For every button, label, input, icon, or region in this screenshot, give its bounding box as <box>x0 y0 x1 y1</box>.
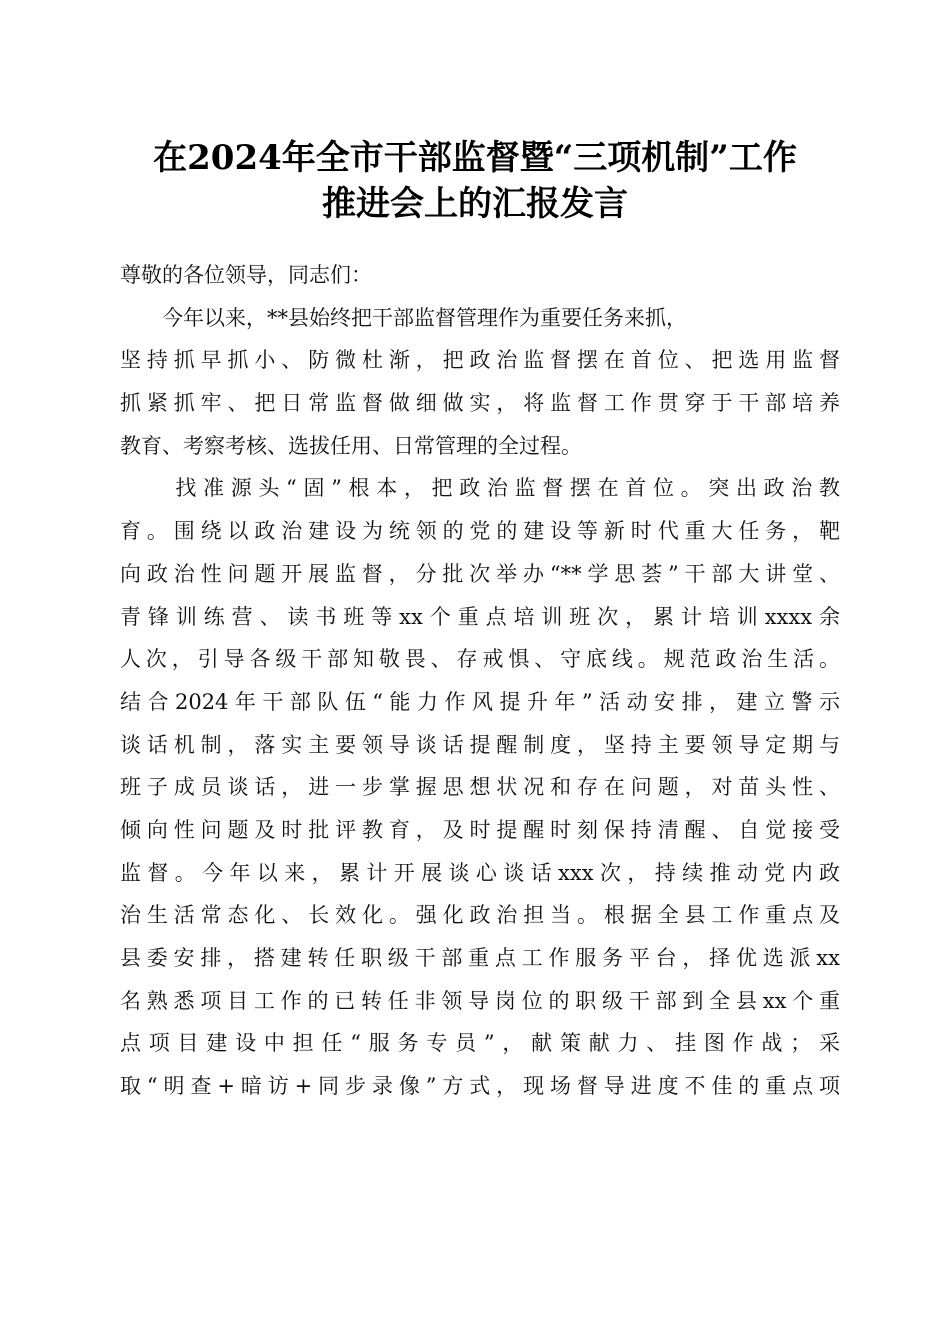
body-line: 向政治性问题开展监督，分批次举办“**学思荟”干部大讲堂、 <box>120 561 840 586</box>
body-line: 找准源头“固”根本，把政治监督摆在首位。突出政治教 <box>120 476 840 501</box>
body-line: 坚持抓早抓小、防微杜渐，把政治监督摆在首位、把选用监督 <box>120 348 840 373</box>
page-title <box>95 135 855 227</box>
body-line: 教育、考察考核、选拔任用、日常管理的全过程。 <box>120 433 582 458</box>
title-line-2: 推进会上的汇报发言 <box>322 184 628 224</box>
body-line: 点项目建设中担任“服务专员”，献策献力、挂图作战；采 <box>120 1031 840 1056</box>
body-line: 治生活常态化、长效化。强化政治担当。根据全县工作重点及 <box>120 903 840 928</box>
body-line: 今年以来，**县始终把干部监督管理作为重要任务来抓， <box>120 305 687 330</box>
body-line: 人次，引导各级干部知敬畏、存戒惧、守底线。规范政治生活。 <box>120 647 840 672</box>
title-line-1: 在2024年全市干部监督暨“三项机制”工作 <box>153 138 797 178</box>
body-line: 育。围绕以政治建设为统领的党的建设等新时代重大任务，靶 <box>120 519 840 544</box>
body-line: 班子成员谈话，进一步掌握思想状况和存在问题，对苗头性、 <box>120 775 840 800</box>
body-line: 结合2024年干部队伍“能力作风提升年”活动安排，建立警示 <box>120 689 840 714</box>
body-line: 名熟悉项目工作的已转任非领导岗位的职级干部到全县xx个重 <box>120 988 840 1013</box>
salutation: 尊敬的各位领导，同志们： <box>120 263 372 287</box>
body-line: 倾向性问题及时批评教育，及时提醒时刻保持清醒、自觉接受 <box>120 817 840 842</box>
body-line: 谈话机制，落实主要领导谈话提醒制度，坚持主要领导定期与 <box>120 732 840 757</box>
body-line: 取“明查+暗访+同步录像”方式，现场督导进度不佳的重点项 <box>120 1074 840 1099</box>
body-line: 抓紧抓牢、把日常监督做细做实，将监督工作贯穿于干部培养 <box>120 391 840 416</box>
body-line: 监督。今年以来，累计开展谈心谈话xxx次，持续推动党内政 <box>120 860 840 885</box>
document-body <box>120 254 840 1108</box>
body-line: 县委安排，搭建转任职级干部重点工作服务平台，择优选派xx <box>120 946 840 970</box>
body-line: 青锋训练营、读书班等xx个重点培训班次，累计培训xxxx余 <box>120 604 840 629</box>
